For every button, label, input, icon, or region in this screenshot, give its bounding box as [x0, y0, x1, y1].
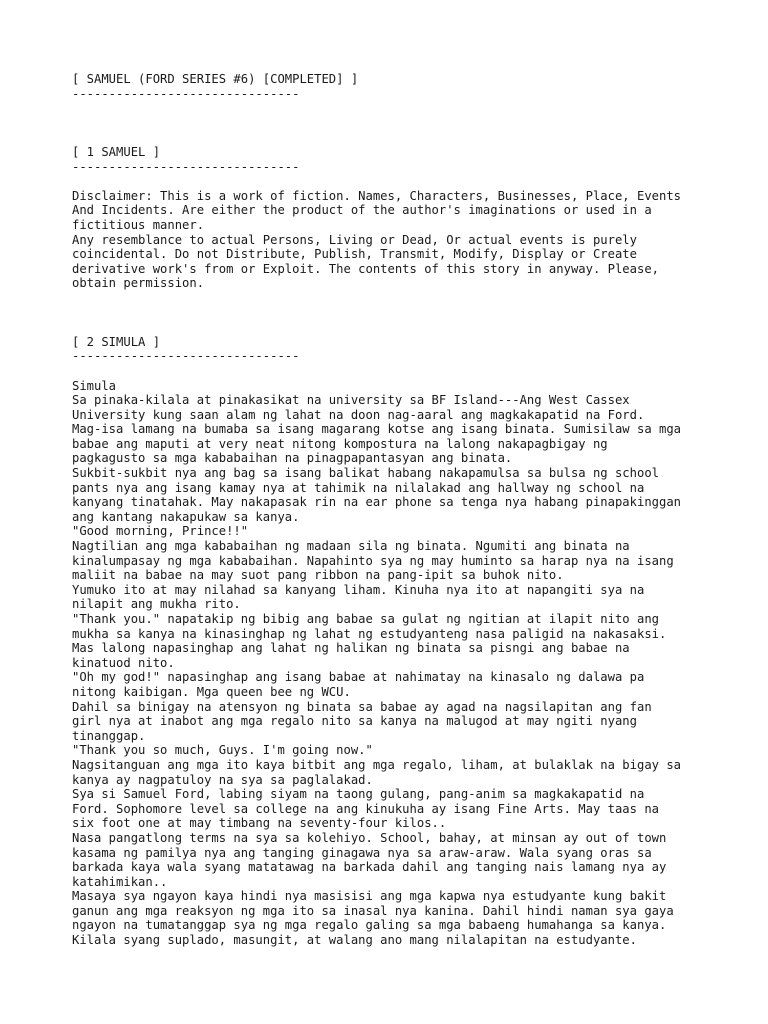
text-line: pants nya ang isang kamay nya at tahimik na nilalakad ang hallway ng school na	[72, 480, 645, 495]
text-line: kinatuod nito.	[72, 655, 175, 670]
text-line: Yumuko ito at may nilahad sa kanyang liham. Kinuha nya ito at napangiti sya na	[72, 582, 645, 597]
text-line: Ford. Sophomore level sa college na ang kinukuha ay isang Fine Arts. May taas na	[72, 801, 659, 816]
text-line: obtain permission.	[72, 276, 205, 291]
section-heading: [ 1 SAMUEL ]	[72, 144, 161, 159]
text-line: six foot one at may timbang na seventy-four kilos..	[72, 816, 447, 831]
text-line: coincidental. Do not Distribute, Publish, Transmit, Modify, Display or Create	[72, 247, 637, 262]
section-2-simula	[72, 335, 712, 948]
text-line: nilapit ang mukha rito.	[72, 597, 241, 612]
disclaimer-body	[72, 189, 712, 291]
text-line: "Thank you so much, Guys. I'm going now."	[72, 743, 373, 758]
spacer	[72, 291, 712, 335]
text-line: Disclaimer: This is a work of fiction. Names, Characters, Businesses, Place, Events	[72, 188, 682, 203]
text-line: "Good morning, Prince!!"	[72, 524, 249, 539]
text-line: kanyang tinatahak. May nakapasak rin na ear phone sa tenga nya habang pinapakinggan	[72, 495, 682, 510]
spacer	[72, 174, 712, 189]
text-line: Dahil sa binigay na atensyon ng binata sa babae ay agad na nagsilapitan ang fan	[72, 699, 652, 714]
title-rule: -------------------------------	[72, 86, 300, 101]
text-line: tinanggap.	[72, 728, 146, 743]
text-line: Kilala syang suplado, masungit, at walang ano mang nilalapitan na estudyante.	[72, 933, 637, 948]
text-line: maliit na babae na may suot pang ribbon na pang-ipit sa buhok nito.	[72, 568, 564, 583]
text-line: Nagsitanguan ang mga ito kaya bitbit ang mga regalo, liham, at bulaklak na bigay sa	[72, 757, 682, 772]
document-title: [ SAMUEL (FORD SERIES #6) [COMPLETED] ]	[72, 72, 359, 86]
text-line: mukha sa kanya na kinasinghap ng lahat ng estudyanteng nasa paligid na nakasaksi.	[72, 626, 667, 641]
text-line: "Oh my god!" napasinghap ang isang babae at nahimatay na kinasalo ng dalawa pa	[72, 670, 645, 685]
text-line: babae ang maputi at very neat nitong kompostura na lalong nakapagbigay ng	[72, 436, 608, 451]
section-rule: -------------------------------	[72, 159, 300, 174]
text-line: ngayon na tumatanggap sya ng mga regalo galing sa mga babaeng humahanga sa kanya.	[72, 918, 667, 933]
text-line: Nasa pangatlong terms na sya sa kolehiyo. School, bahay, at minsan ay out of town	[72, 830, 667, 845]
section-rule: -------------------------------	[72, 349, 300, 364]
text-line: fictitious manner.	[72, 217, 205, 232]
text-line: derivative work's from or Exploit. The contents of this story in anyway. Please,	[72, 261, 659, 276]
text-line: nitong kaibigan. Mga queen bee ng WCU.	[72, 684, 351, 699]
text-line: Masaya sya ngayon kaya hindi nya masisisi ang mga kapwa nya estudyante kung bakit	[72, 889, 667, 904]
text-line: ganun ang mga reaksyon ng mga ito sa inasal nya kanina. Dahil hindi naman sya gaya	[72, 903, 674, 918]
text-line: kinalumpasay ng mga kababaihan. Napahinto sya ng may huminto sa harap nya na isang	[72, 553, 674, 568]
story-body	[72, 379, 712, 948]
text-line: kanya ay nagpatuloy na sya sa paglalakad.	[72, 772, 373, 787]
text-line: Nagtilian ang mga kababaihan ng madaan sila ng binata. Ngumiti ang binata na	[72, 539, 630, 554]
text-line: pagkagusto sa mga kababaihan na pinagpapantasyan ang binata.	[72, 451, 513, 466]
section-1-samuel	[72, 145, 712, 291]
text-line: barkada kaya wala syang matatawag na barkada dahil ang tanging nais lamang nya ay	[72, 860, 667, 875]
text-line: katahimikan..	[72, 874, 168, 889]
text-line: Sa pinaka-kilala at pinakasikat na university sa BF Island---Ang West Cassex	[72, 393, 630, 408]
text-line: ang kantang nakapukaw sa kanya.	[72, 509, 300, 524]
text-line: girl nya at inabot ang mga regalo nito sa kanya na malugod at may ngiti nyang	[72, 714, 637, 729]
section-heading: [ 2 SIMULA ]	[72, 334, 161, 349]
text-line: Sukbit-sukbit nya ang bag sa isang balikat habang nakapamulsa sa bulsa ng school	[72, 466, 659, 481]
document-page	[72, 72, 712, 948]
text-line: Any resemblance to actual Persons, Living or Dead, Or actual events is purely	[72, 232, 637, 247]
text-line: Sya si Samuel Ford, labing siyam na taong gulang, pang-anim sa magkakapatid na	[72, 787, 645, 802]
text-line: Simula	[72, 378, 117, 393]
text-line: And Incidents. Are either the product of the author's imaginations or used in a	[72, 203, 652, 218]
spacer	[72, 101, 712, 145]
spacer	[72, 364, 712, 379]
text-line: Mas lalong napasinghap ang lahat ng halikan ng binata sa pisngi ang babae na	[72, 641, 630, 656]
text-line: University kung saan alam ng lahat na doon nag-aaral ang magkakapatid na Ford.	[72, 407, 645, 422]
text-line: kasama ng pamilya nya ang tanging ginagawa nya sa araw-araw. Wala syang oras sa	[72, 845, 652, 860]
text-line: Mag-isa lamang na bumaba sa isang magarang kotse ang isang binata. Sumisilaw sa mga	[72, 422, 682, 437]
text-line: "Thank you." napatakip ng bibig ang babae sa gulat ng ngitian at ilapit nito ang	[72, 612, 659, 626]
